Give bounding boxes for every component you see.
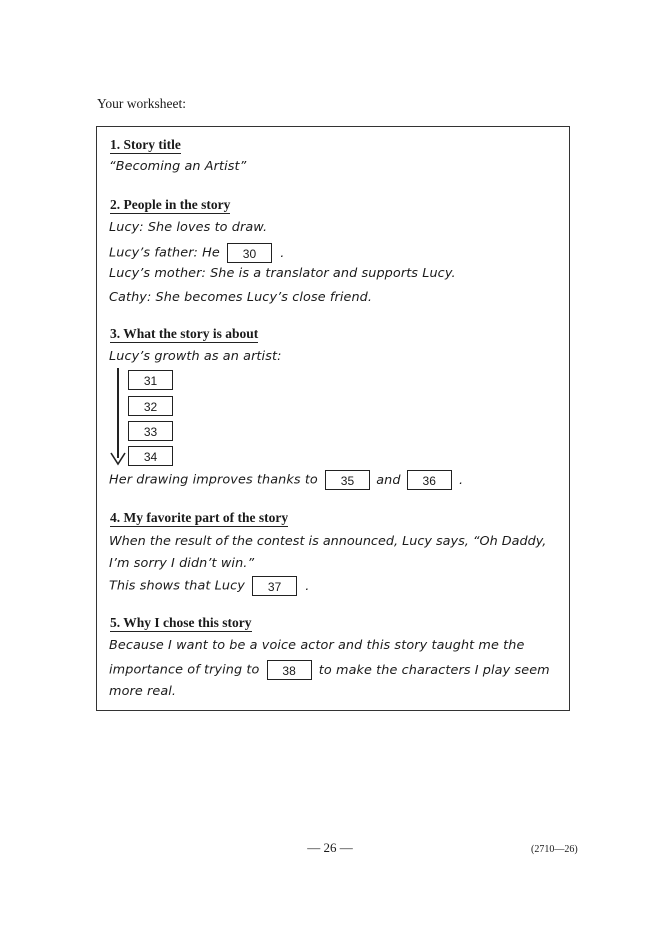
father-line (109, 243, 284, 263)
answer-box-30[interactable]: 30 (227, 243, 272, 263)
answer-box-37[interactable]: 37 (252, 576, 297, 596)
father-line-text: Lucy’s father: He (109, 245, 220, 261)
exam-code: (2710—26) (531, 844, 578, 855)
section-5-heading (110, 615, 252, 633)
section-1-heading-text: 1. Story title (110, 137, 181, 152)
section-4-heading (110, 510, 288, 528)
favorite-line-1: When the result of the contest is announced, Lucy says, “Oh Daddy, (109, 534, 547, 549)
shows-line-text: This shows that Lucy (109, 578, 245, 594)
improve-period: . (458, 472, 464, 488)
answer-box-38[interactable]: 38 (267, 660, 312, 680)
arrow-down-icon (110, 452, 126, 466)
lucy-description: Lucy: She loves to draw. (109, 220, 268, 235)
reason-line-2-rest: to make the characters I play seem (318, 662, 550, 678)
favorite-line-2: I’m sorry I didn’t win.” (109, 556, 255, 571)
improve-line (109, 470, 463, 490)
sequence-arrow-shaft (117, 368, 119, 458)
answer-box-36[interactable]: 36 (407, 470, 452, 490)
section-2-heading (110, 197, 230, 215)
reason-line-1: Because I want to be a voice actor and this story taught me the (109, 638, 525, 653)
growth-label: Lucy’s growth as an artist: (109, 349, 282, 364)
page-number: — 26 — (307, 840, 353, 855)
story-title: “Becoming an Artist” (109, 159, 247, 174)
improve-line-text: Her drawing improves thanks to (109, 472, 318, 488)
shows-period: . (305, 578, 310, 594)
section-1-heading (110, 137, 181, 155)
answer-box-33[interactable]: 33 (128, 421, 173, 441)
section-5-heading-text: 5. Why I chose this story (110, 615, 252, 630)
section-3-heading (110, 326, 258, 344)
cathy-description: Cathy: She becomes Lucy’s close friend. (109, 290, 373, 305)
reason-line-2 (109, 660, 550, 680)
father-line-period: . (280, 245, 285, 261)
reason-line-2-text: importance of trying to (109, 662, 260, 678)
mother-description: Lucy’s mother: She is a translator and supports Lucy. (109, 266, 456, 281)
answer-box-31[interactable]: 31 (128, 370, 173, 390)
worksheet-intro: Your worksheet: (97, 96, 187, 111)
improve-and: and (376, 472, 401, 488)
section-3-heading-text: 3. What the story is about (110, 326, 259, 341)
section-2-heading-text: 2. People in the story (110, 197, 231, 212)
reason-line-3: more real. (109, 684, 177, 699)
section-4-heading-text: 4. My favorite part of the story (110, 510, 289, 525)
answer-box-32[interactable]: 32 (128, 396, 173, 416)
answer-box-35[interactable]: 35 (325, 470, 370, 490)
answer-box-34[interactable]: 34 (128, 446, 173, 466)
shows-line (109, 576, 309, 596)
